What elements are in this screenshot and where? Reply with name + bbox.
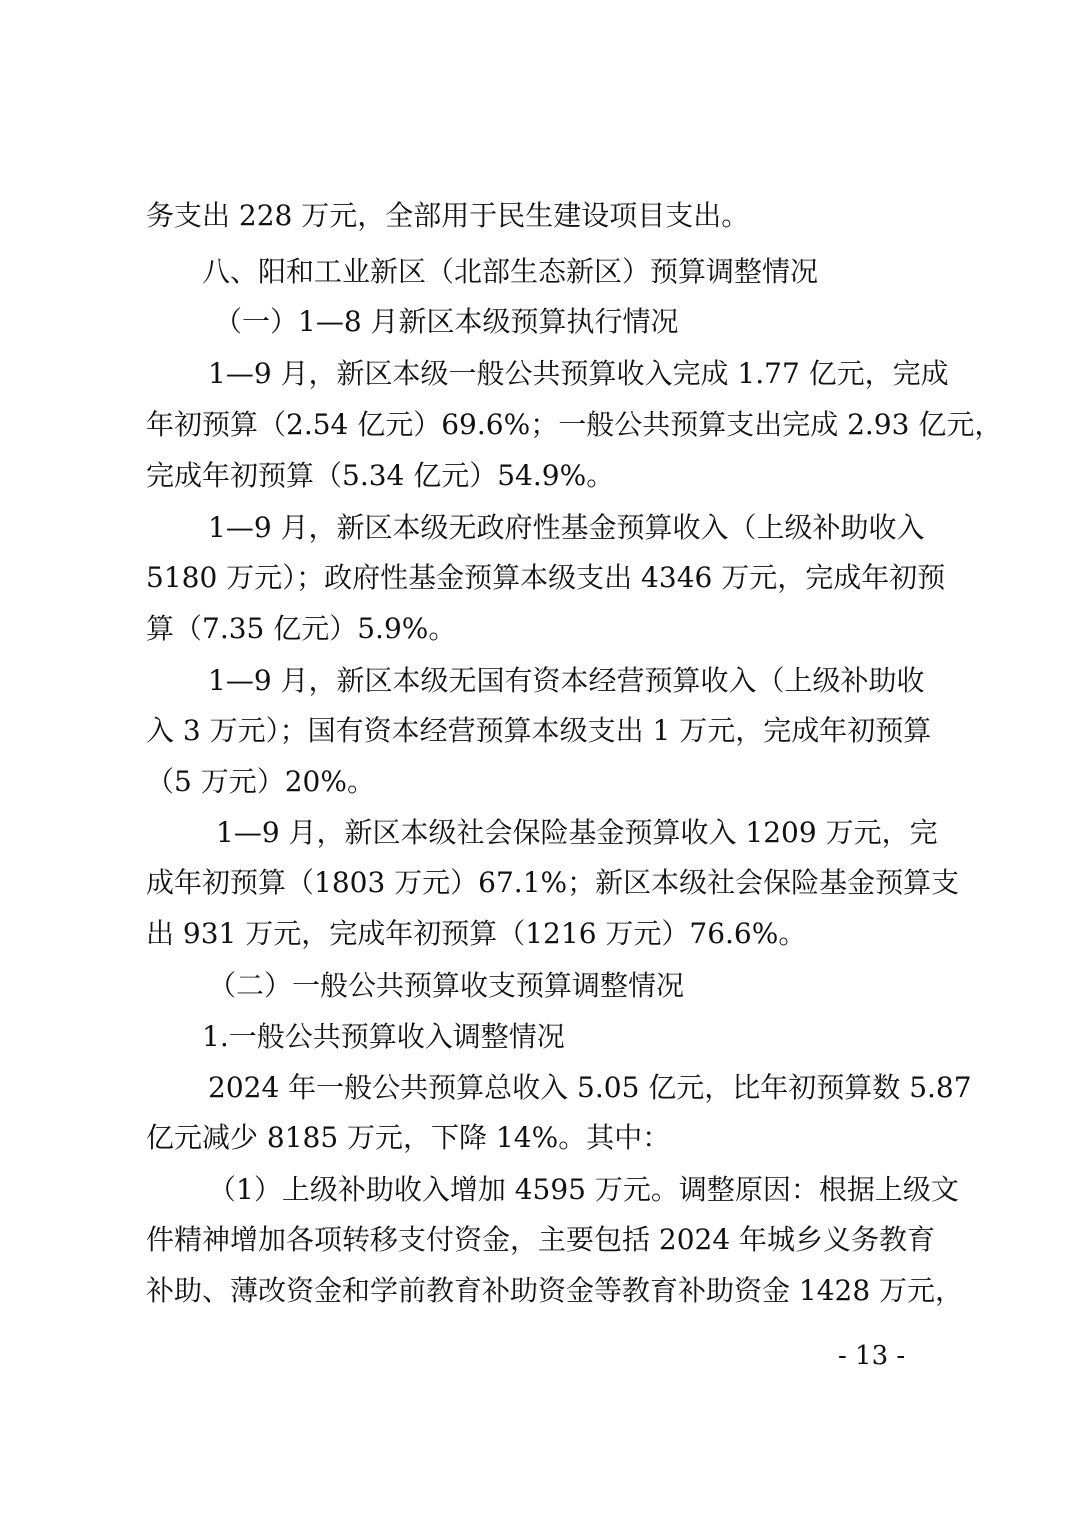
text-line: 成年初预算（1803 万元）67.1%；新区本级社会保险基金预算支 (146, 866, 960, 899)
text-line: 亿元减少 8185 万元，下降 14%。其中： (146, 1121, 671, 1154)
text-line: （1）上级补助收入增加 4595 万元。调整原因：根据上级文 (208, 1173, 959, 1206)
page-number: - 13 - (838, 1341, 906, 1371)
subsection-heading: 1.一般公共预算收入调整情况 (202, 1020, 565, 1053)
text-line: 补助、薄改资金和学前教育补助资金等教育补助资金 1428 万元， (146, 1274, 964, 1307)
text-line: 算（7.35 亿元）5.9%。 (146, 612, 457, 645)
text-line: 件精神增加各项转移支付资金，主要包括 2024 年城乡义务教育 (146, 1223, 936, 1256)
text-line: 5180 万元）；政府性基金预算本级支出 4346 万元，完成年初预 (146, 561, 946, 594)
text-line: 1—9 月，新区本级一般公共预算收入完成 1.77 亿元，完成 (208, 357, 949, 390)
text-line: 年初预算（2.54 亿元）69.6%；一般公共预算支出完成 2.93 亿元， (146, 408, 1003, 441)
text-line: 1—9 月，新区本级社会保险基金预算收入 1209 万元，完 (216, 816, 938, 849)
text-line: 2024 年一般公共预算总收入 5.05 亿元，比年初预算数 5.87 (208, 1071, 972, 1104)
section-heading: 八、阳和工业新区（北部生态新区）预算调整情况 (202, 255, 819, 288)
text-line: 完成年初预算（5.34 亿元）54.9%。 (146, 459, 615, 492)
text-line: 1—9 月，新区本级无政府性基金预算收入（上级补助收入 (208, 511, 925, 544)
subsection-heading: （一）1—8 月新区本级预算执行情况 (214, 305, 679, 338)
text-line: 入 3 万元）；国有资本经营预算本级支出 1 万元，完成年初预算 (146, 714, 932, 747)
text-line: 出 931 万元，完成年初预算（1216 万元）76.6%。 (146, 917, 807, 950)
text-line: 务支出 228 万元，全部用于民生建设项目支出。 (146, 199, 750, 232)
subsection-heading: （二）一般公共预算收支预算调整情况 (208, 969, 685, 1002)
text-line: （5 万元）20%。 (146, 765, 375, 798)
text-line: 1—9 月，新区本级无国有资本经营预算收入（上级补助收 (208, 664, 925, 697)
